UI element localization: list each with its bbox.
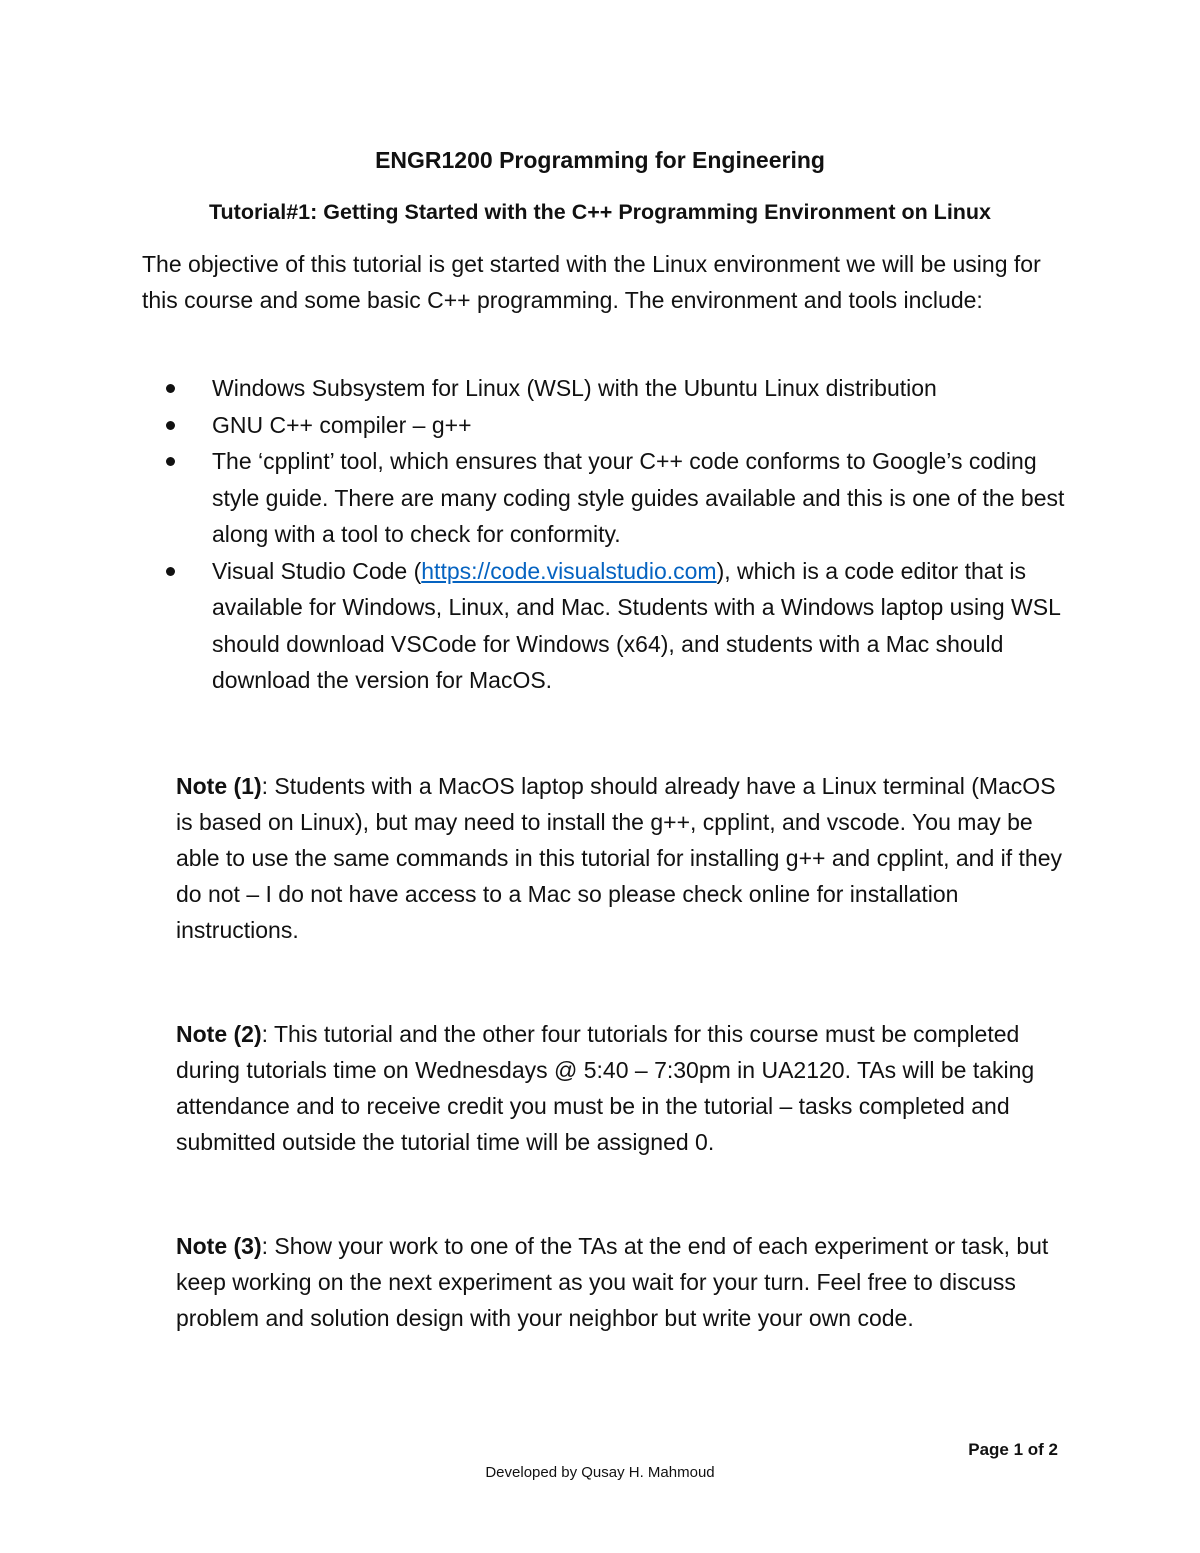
note-3 <box>176 1228 1066 1336</box>
list-item-text: The ‘cpplint’ tool, which ensures that your C++ code conforms to Google’s coding style guide. There are many coding style guides available and this is one of the best along with a tool to check for conformity. <box>212 448 1065 547</box>
page-number: Page 1 of 2 <box>968 1440 1058 1459</box>
bullet-icon <box>166 457 175 466</box>
note-1-text: : Students with a MacOS laptop should already have a Linux terminal (MacOS is based on Linux), but may need to install the g++, cpplint, and vscode. You may be able to use the same commands in this tutorial for installing g++ and cpplint, and if they do not – I do not have access to a Mac so please check online for installation instructions. <box>176 773 1063 943</box>
document-title: ENGR1200 Programming for Engineering <box>375 147 825 173</box>
list-item-text: Windows Subsystem for Linux (WSL) with the Ubuntu Linux distribution <box>212 375 937 401</box>
tools-list <box>166 370 1066 699</box>
list-item-text: GNU C++ compiler – g++ <box>212 411 472 438</box>
document-subtitle: Tutorial#1: Getting Started with the C++ Programming Environment on Linux <box>208 200 992 224</box>
bullet-icon <box>166 421 175 430</box>
note-1 <box>176 768 1066 948</box>
list-item <box>166 553 1066 699</box>
note-2-text: : This tutorial and the other four tutorials for this course must be completed during tutorials time on Wednesdays @ 5:40 – 7:30pm in UA2120. TAs will be taking attendance and to receive credit you must be in the tutorial – tasks completed and submitted outside the tutorial time will be assigned 0. <box>176 1021 1035 1155</box>
note-2-label: Note (2) <box>176 1021 262 1047</box>
list-item-text-after-link: ), which is a code editor that is available for Windows, Linux, and Mac. Students with a Windows laptop using WSL should download VSCode for Windows (x64), and students with a Mac should download the version for MacOS. <box>212 557 1061 693</box>
list-item <box>166 370 1066 407</box>
list-item <box>166 443 1066 553</box>
list-item <box>166 407 1066 444</box>
vscode-link[interactable]: https://code.visualstudio.com <box>421 557 717 584</box>
note-1-label: Note (1) <box>176 773 262 799</box>
note-2 <box>176 1016 1066 1160</box>
list-item-text-before-link: Visual Studio Code ( <box>212 557 422 584</box>
bullet-icon <box>166 384 175 393</box>
note-3-label: Note (3) <box>176 1233 262 1259</box>
note-3-text: : Show your work to one of the TAs at the end of each experiment or task, but keep working on the next experiment as you wait for your turn. Feel free to discuss problem and solution design with your neighbor but write your own code. <box>176 1233 1049 1331</box>
bullet-icon <box>166 567 175 576</box>
intro-paragraph: The objective of this tutorial is get started with the Linux environment we will be using for this course and some basic C++ programming. The environment and tools include: <box>142 251 1041 313</box>
footer-credit: Developed by Qusay H. Mahmoud <box>485 1464 715 1481</box>
